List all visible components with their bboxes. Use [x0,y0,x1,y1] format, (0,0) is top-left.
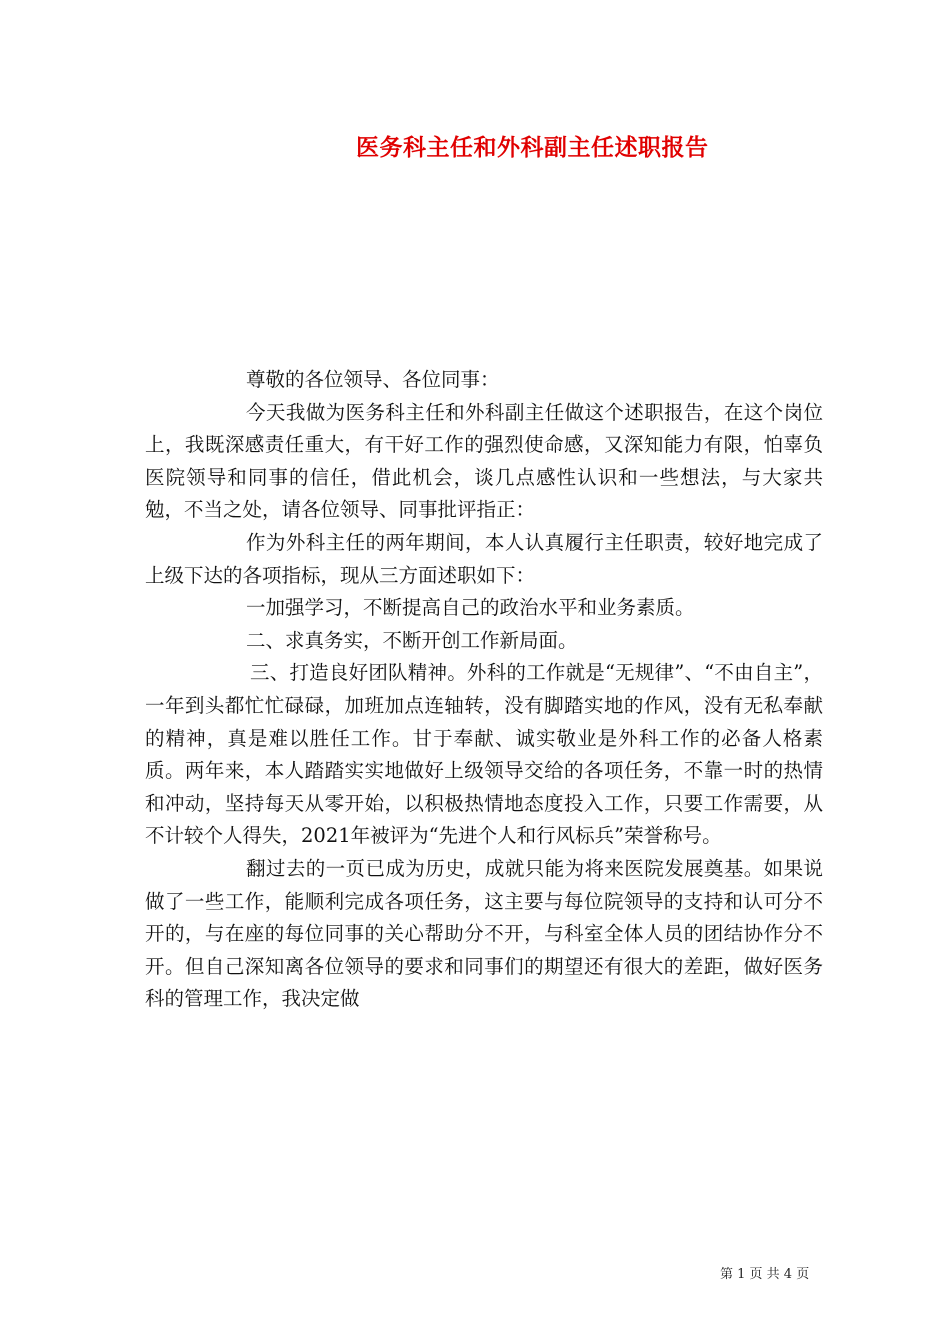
page-number: 第 1 页 共 4 页 [720,1267,810,1282]
paragraph: 一加强学习，不断提高自己的政治水平和业务素质。 [246,596,695,620]
document-body [145,364,823,1016]
document-title: 医务科主任和外科副主任述职报告 [356,134,709,161]
paragraph: 作为外科主任的两年期间，本人认真履行主任职责，较好地完成了上级下达的各项指标，现从三方面述职如下： [145,530,823,587]
paragraph: 二、求真务实，不断开创工作新局面。 [246,628,578,652]
paragraph: 三、打造良好团队精神。外科的工作就是“无规律”、“不由自主”，一年到头都忙忙碌碌，加班加点连轴转，没有脚踏实地的作风，没有无私奉献的精神，真是难以胜任工作。甘于奉献、诚实敬业是外科工作的必备人格素质。两年来，本人踏踏实实地做好上级领导交给的各项任务，不靠一时的热情和冲动，坚持每天从零开始，以积极热情地态度投入工作，只要工作需要，从不计较个人得失，2021年被评为“先进个人和行风标兵”荣誉称号。 [145,661,823,848]
paragraph: 翻过去的一页已成为历史，成就只能为将来医院发展奠基。如果说做了一些工作，能顺利完成各项任务，这主要与每位院领导的支持和认可分不开的，与在座的每位同事的关心帮助分不开，与科室全体人员的团结协作分不开。但自己深知离各位领导的要求和同事们的期望还有很大的差距，做好医务科的管理工作，我决定做 [145,856,823,1011]
paragraph: 今天我做为医务科主任和外科副主任做这个述职报告，在这个岗位上，我既深感责任重大，有干好工作的强烈使命感，又深知能力有限，怕辜负医院领导和同事的信任，借此机会，谈几点感性认识和一些想法，与大家共勉，不当之处，请各位领导、同事批评指正： [145,400,823,522]
salutation: 尊敬的各位领导、各位同事： [246,368,500,391]
